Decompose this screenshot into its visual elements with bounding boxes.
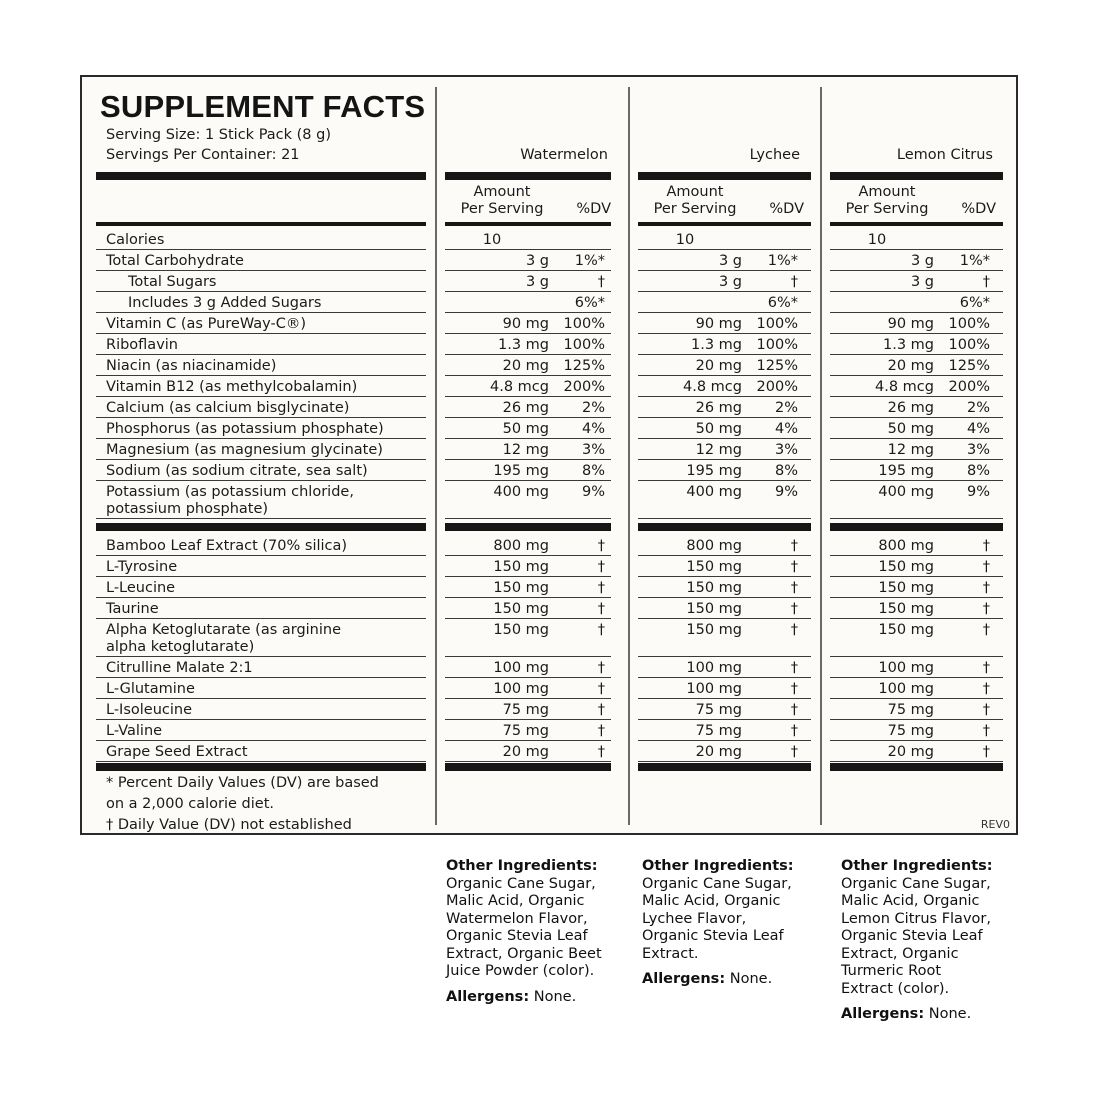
ingredient-line: Lychee Flavor, [642, 910, 747, 927]
row-label [106, 622, 341, 656]
row-label-text: Vitamin B12 (as methylcobalamin) [106, 379, 358, 395]
amount-cell: 75 mg [502, 702, 549, 718]
row-label [106, 463, 368, 480]
amount-header: Amount [858, 184, 916, 200]
row-label-text: Taurine [106, 601, 159, 617]
other-ingredients-heading: Other Ingredients: [841, 858, 993, 874]
row-label-text: Alpha Ketoglutarate (as arginine [106, 622, 342, 638]
header-rule [96, 222, 426, 226]
amount-cell: 400 mg [686, 484, 742, 500]
dv-cell: 6%* [959, 295, 990, 311]
amount-cell: 75 mg [502, 723, 549, 739]
dv-cell: † [790, 538, 798, 554]
column-title-watermelon: Watermelon [520, 147, 608, 163]
dv-cell: 1%* [959, 253, 990, 269]
amount-cell: 4.8 mcg [875, 379, 934, 395]
allergens-value: None. [533, 988, 577, 1005]
amount-cell: 195 mg [878, 463, 934, 479]
row-divider [445, 761, 611, 762]
other-ingredients-watermelon [446, 858, 602, 1006]
thick-rule [830, 523, 1003, 531]
revision-code: REV0 [980, 818, 1010, 831]
row-label-text: Includes 3 g Added Sugars [128, 295, 322, 311]
amount-cell: 100 mg [493, 681, 549, 697]
dv-cell: † [597, 538, 605, 554]
dv-cell: 2% [966, 400, 990, 416]
dv-cell: † [982, 622, 990, 638]
amount-cell: 90 mg [502, 316, 549, 332]
thick-rule [445, 763, 611, 771]
row-divider [445, 518, 611, 519]
amount-header: Amount [473, 184, 531, 200]
dv-cell: 9% [966, 484, 990, 500]
ingredient-line: Organic Cane Sugar, [446, 875, 596, 892]
ingredient-row [82, 619, 1016, 657]
amount-cell: 150 mg [686, 559, 742, 575]
nutrient-row [82, 439, 1016, 460]
thick-rule [830, 763, 1003, 771]
amount-cell: 75 mg [695, 723, 742, 739]
row-divider [638, 761, 811, 762]
ingredient-line: Malic Acid, Organic [841, 893, 980, 909]
dv-cell: 125% [756, 358, 798, 374]
column-title-lychee: Lychee [749, 147, 800, 163]
row-label [106, 358, 276, 375]
dv-cell: † [790, 274, 798, 290]
ingredient-row [82, 741, 1016, 762]
dv-cell: † [597, 660, 605, 676]
dv-cell: † [790, 744, 798, 760]
ingredient-row [82, 699, 1016, 720]
amount-cell: 3 g [718, 274, 742, 290]
amount-cell: 1.3 mg [691, 337, 742, 353]
dv-cell: † [982, 723, 990, 739]
amount-cell: 20 mg [695, 744, 742, 760]
amount-cell: 75 mg [695, 702, 742, 718]
thick-rule [96, 172, 426, 180]
amount-cell: 100 mg [686, 660, 742, 676]
dv-cell: † [982, 274, 990, 290]
amount-cell: 12 mg [887, 442, 934, 458]
dv-cell: † [982, 601, 990, 617]
row-label [106, 442, 383, 459]
amount-cell: 3 g [525, 253, 549, 269]
dv-cell: † [982, 744, 990, 760]
ingredient-row [82, 556, 1016, 577]
amount-cell: 26 mg [887, 400, 934, 416]
row-label [106, 660, 253, 677]
nutrient-row [82, 334, 1016, 355]
dv-cell: † [597, 681, 605, 697]
amount-cell: 1.3 mg [883, 337, 934, 353]
row-label [106, 484, 354, 518]
row-divider [830, 761, 1003, 762]
amount-cell: 3 g [718, 253, 742, 269]
row-label [106, 744, 248, 761]
amount-cell: 800 mg [493, 538, 549, 554]
amount-cell: 26 mg [502, 400, 549, 416]
amount-cell: 800 mg [878, 538, 934, 554]
ingredient-line: Malic Acid, Organic [642, 893, 781, 909]
amount-cell: 50 mg [887, 421, 934, 437]
dv-cell: † [597, 580, 605, 596]
ingredient-line: Extract, Organic [841, 945, 959, 962]
serving-size: Serving Size: 1 Stick Pack (8 g) [106, 127, 331, 143]
thick-rule [96, 523, 426, 531]
dv-cell: † [597, 744, 605, 760]
row-divider [96, 518, 426, 519]
dv-cell: 100% [948, 316, 990, 332]
row-divider [96, 761, 426, 762]
row-label-text: Grape Seed Extract [106, 744, 248, 760]
other-ingredients-lemon-citrus [841, 858, 993, 1024]
dv-cell: † [790, 660, 798, 676]
row-label [106, 316, 306, 333]
amount-cell: 100 mg [493, 660, 549, 676]
dv-cell: † [982, 681, 990, 697]
dv-cell: 6%* [767, 295, 798, 311]
dv-cell: 100% [563, 316, 605, 332]
dv-cell: 200% [563, 379, 605, 395]
thick-rule [638, 523, 811, 531]
ingredient-line: Watermelon Flavor, [446, 910, 588, 927]
row-label-text: Niacin (as niacinamide) [106, 358, 277, 374]
amount-cell: 20 mg [887, 744, 934, 760]
dv-cell: † [597, 702, 605, 718]
ingredient-line: Turmeric Root [841, 963, 942, 979]
dv-cell: 6%* [574, 295, 605, 311]
row-label-text: Total Sugars [128, 274, 217, 290]
amount-cell: 10 [867, 232, 887, 248]
nutrient-row [82, 418, 1016, 439]
allergens-value: None. [928, 1006, 972, 1022]
row-label-text: potassium phosphate) [106, 501, 269, 517]
footnotes [106, 773, 379, 836]
amount-cell: 100 mg [686, 681, 742, 697]
nutrient-row [82, 250, 1016, 271]
dv-cell: † [982, 559, 990, 575]
ingredient-line: Organic Stevia Leaf [642, 928, 784, 944]
allergens-line [642, 971, 794, 989]
thick-rule [445, 523, 611, 531]
dv-cell: † [790, 702, 798, 718]
amount-cell: 20 mg [887, 358, 934, 374]
row-label [106, 337, 178, 354]
amount-header: Amount [666, 184, 724, 200]
amount-cell: 26 mg [695, 400, 742, 416]
ingredient-row [82, 577, 1016, 598]
dv-cell: 4% [581, 421, 605, 437]
row-label [106, 601, 159, 618]
amount-cell: 3 g [525, 274, 549, 290]
amount-cell: 90 mg [695, 316, 742, 332]
nutrient-row [82, 271, 1016, 292]
row-label [106, 400, 349, 417]
amount-cell: 3 g [910, 253, 934, 269]
row-label [106, 421, 384, 438]
row-divider [830, 518, 1003, 519]
dv-cell: 100% [563, 337, 605, 353]
amount-cell: 12 mg [695, 442, 742, 458]
amount-cell: 50 mg [502, 421, 549, 437]
dv-cell: 8% [774, 463, 798, 479]
dv-cell: 3% [966, 442, 990, 458]
amount-cell: 50 mg [695, 421, 742, 437]
ingredient-line: Extract. [642, 945, 699, 962]
row-label [106, 559, 177, 576]
dv-cell: † [597, 559, 605, 575]
amount-cell: 12 mg [502, 442, 549, 458]
amount-cell: 20 mg [695, 358, 742, 374]
ingredient-line: Extract (color). [841, 980, 950, 997]
allergens-label: Allergens: [841, 1006, 925, 1022]
dv-cell: † [597, 274, 605, 290]
ingredient-line: Extract, Organic Beet [446, 945, 602, 962]
row-label-text: Citrulline Malate 2:1 [106, 660, 253, 676]
dv-cell: † [597, 601, 605, 617]
amount-cell: 150 mg [686, 580, 742, 596]
amount-cell: 4.8 mcg [490, 379, 549, 395]
row-label [106, 253, 244, 270]
amount-cell: 75 mg [887, 723, 934, 739]
dv-header: %DV [576, 201, 611, 217]
row-label [106, 723, 162, 740]
ingredient-row [82, 657, 1016, 678]
ingredient-line: Organic Cane Sugar, [642, 875, 792, 892]
amount-cell: 150 mg [686, 601, 742, 617]
dv-cell: 4% [966, 421, 990, 437]
row-label-text: L-Glutamine [106, 681, 195, 697]
row-label-text: L-Valine [106, 723, 163, 739]
row-label-text: Phosphorus (as potassium phosphate) [106, 421, 384, 437]
row-label [106, 538, 347, 555]
row-label [128, 274, 216, 291]
ingredient-row [82, 598, 1016, 619]
amount-cell: 3 g [910, 274, 934, 290]
dv-cell: 125% [563, 358, 605, 374]
amount-cell: 150 mg [493, 580, 549, 596]
amount-cell: 10 [675, 232, 695, 248]
panel-title: SUPPLEMENT FACTS [100, 89, 426, 124]
supplement-facts-panel [80, 75, 1018, 835]
amount-cell: 150 mg [878, 559, 934, 575]
dv-cell: 3% [581, 442, 605, 458]
dv-cell: † [790, 622, 798, 638]
dv-cell: † [597, 622, 605, 638]
dv-cell: 2% [774, 400, 798, 416]
ingredient-line: Malic Acid, Organic [446, 893, 585, 909]
dv-cell: † [790, 559, 798, 575]
amount-cell: 100 mg [878, 681, 934, 697]
dv-cell: 100% [948, 337, 990, 353]
allergens-line [446, 989, 602, 1007]
dv-cell: † [790, 580, 798, 596]
nutrient-row [82, 397, 1016, 418]
row-label-text: Total Carbohydrate [106, 253, 244, 269]
dv-cell: † [982, 580, 990, 596]
row-label-text: L-Leucine [106, 580, 176, 596]
nutrient-row [82, 292, 1016, 313]
dv-cell: † [982, 538, 990, 554]
row-label-text: L-Isoleucine [106, 702, 193, 718]
amount-cell: 150 mg [878, 601, 934, 617]
ingredient-line: Juice Powder (color). [446, 963, 595, 979]
allergens-line [841, 1006, 993, 1024]
per-serving-header: Per Serving [845, 201, 929, 217]
dv-cell: 8% [581, 463, 605, 479]
dv-cell: 125% [948, 358, 990, 374]
dv-cell: † [790, 681, 798, 697]
dv-cell: 9% [581, 484, 605, 500]
per-serving-header: Per Serving [653, 201, 737, 217]
footnote-dv: * Percent Daily Values (DV) are based [106, 775, 379, 791]
row-label-text: alpha ketoglutarate) [106, 639, 255, 655]
amount-cell: 90 mg [887, 316, 934, 332]
nutrient-row [82, 313, 1016, 334]
allergens-label: Allergens: [446, 988, 530, 1005]
footnote-calorie: on a 2,000 calorie diet. [106, 796, 275, 812]
amount-cell: 400 mg [493, 484, 549, 500]
nutrient-row [82, 376, 1016, 397]
amount-cell: 150 mg [493, 622, 549, 638]
amount-cell: 400 mg [878, 484, 934, 500]
amount-cell: 20 mg [502, 744, 549, 760]
row-label-text: Riboflavin [106, 337, 178, 353]
dv-cell: 100% [756, 337, 798, 353]
amount-cell: 100 mg [878, 660, 934, 676]
amount-cell: 150 mg [493, 601, 549, 617]
dv-cell: † [982, 660, 990, 676]
other-ingredients-heading: Other Ingredients: [642, 858, 794, 874]
dv-cell: 9% [774, 484, 798, 500]
ingredient-row [82, 720, 1016, 741]
row-label [106, 232, 164, 249]
per-serving-header: Per Serving [460, 201, 544, 217]
row-label-text: Calcium (as calcium bisglycinate) [106, 400, 350, 416]
ingredient-line: Organic Stevia Leaf [841, 928, 983, 944]
row-label-text: Bamboo Leaf Extract (70% silica) [106, 538, 348, 554]
dv-header: %DV [769, 201, 804, 217]
other-ingredients-heading: Other Ingredients: [446, 858, 598, 874]
dv-cell: † [597, 723, 605, 739]
thick-rule [638, 172, 811, 180]
amount-cell: 20 mg [502, 358, 549, 374]
row-label [106, 681, 195, 698]
nutrient-row [82, 481, 1016, 519]
thick-rule [638, 763, 811, 771]
amount-cell: 195 mg [493, 463, 549, 479]
row-label-text: Sodium (as sodium citrate, sea salt) [106, 463, 368, 479]
dv-cell: 3% [774, 442, 798, 458]
ingredient-row [82, 678, 1016, 699]
amount-cell: 800 mg [686, 538, 742, 554]
allergens-label: Allergens: [642, 971, 726, 987]
row-label-text: Potassium (as potassium chloride, [106, 484, 354, 500]
header-rule [445, 222, 611, 226]
row-label-text: Calories [106, 232, 165, 248]
row-label [106, 580, 175, 597]
nutrient-row [82, 460, 1016, 481]
ingredient-row [82, 535, 1016, 556]
row-label [106, 379, 357, 396]
thick-rule [830, 172, 1003, 180]
row-label-text: Vitamin C (as PureWay-C®) [106, 316, 306, 332]
dv-cell: 1%* [574, 253, 605, 269]
amount-cell: 1.3 mg [498, 337, 549, 353]
dv-cell: † [982, 702, 990, 718]
servings-per-container: Servings Per Container: 21 [106, 147, 300, 163]
dv-cell: † [790, 723, 798, 739]
row-label-text: Magnesium (as magnesium glycinate) [106, 442, 383, 458]
other-ingredients-lychee [642, 858, 794, 989]
footnote-dagger: † Daily Value (DV) not established [106, 817, 352, 833]
row-label-text: L-Tyrosine [106, 559, 178, 575]
row-label [128, 295, 321, 312]
amount-cell: 4.8 mcg [683, 379, 742, 395]
dv-cell: 200% [756, 379, 798, 395]
nutrient-row [82, 229, 1016, 250]
dv-cell: 1%* [767, 253, 798, 269]
amount-cell: 150 mg [493, 559, 549, 575]
amount-cell: 75 mg [887, 702, 934, 718]
amount-cell: 10 [482, 232, 502, 248]
row-label [106, 702, 192, 719]
amount-cell: 195 mg [686, 463, 742, 479]
dv-cell: 8% [966, 463, 990, 479]
dv-cell: 2% [581, 400, 605, 416]
dv-header: %DV [961, 201, 996, 217]
thick-rule [445, 172, 611, 180]
dv-cell: 200% [948, 379, 990, 395]
amount-cell: 150 mg [878, 580, 934, 596]
allergens-value: None. [729, 971, 773, 987]
ingredient-line: Organic Cane Sugar, [841, 875, 991, 892]
dv-cell: 100% [756, 316, 798, 332]
nutrient-row [82, 355, 1016, 376]
ingredient-line: Organic Stevia Leaf [446, 928, 588, 944]
row-divider [638, 518, 811, 519]
header-rule [830, 222, 1003, 226]
ingredient-line: Lemon Citrus Flavor, [841, 910, 991, 927]
amount-cell: 150 mg [686, 622, 742, 638]
thick-rule [96, 763, 426, 771]
dv-cell: † [790, 601, 798, 617]
dv-cell: 4% [774, 421, 798, 437]
amount-cell: 150 mg [878, 622, 934, 638]
column-title-lemon-citrus: Lemon Citrus [896, 147, 993, 163]
header-rule [638, 222, 811, 226]
